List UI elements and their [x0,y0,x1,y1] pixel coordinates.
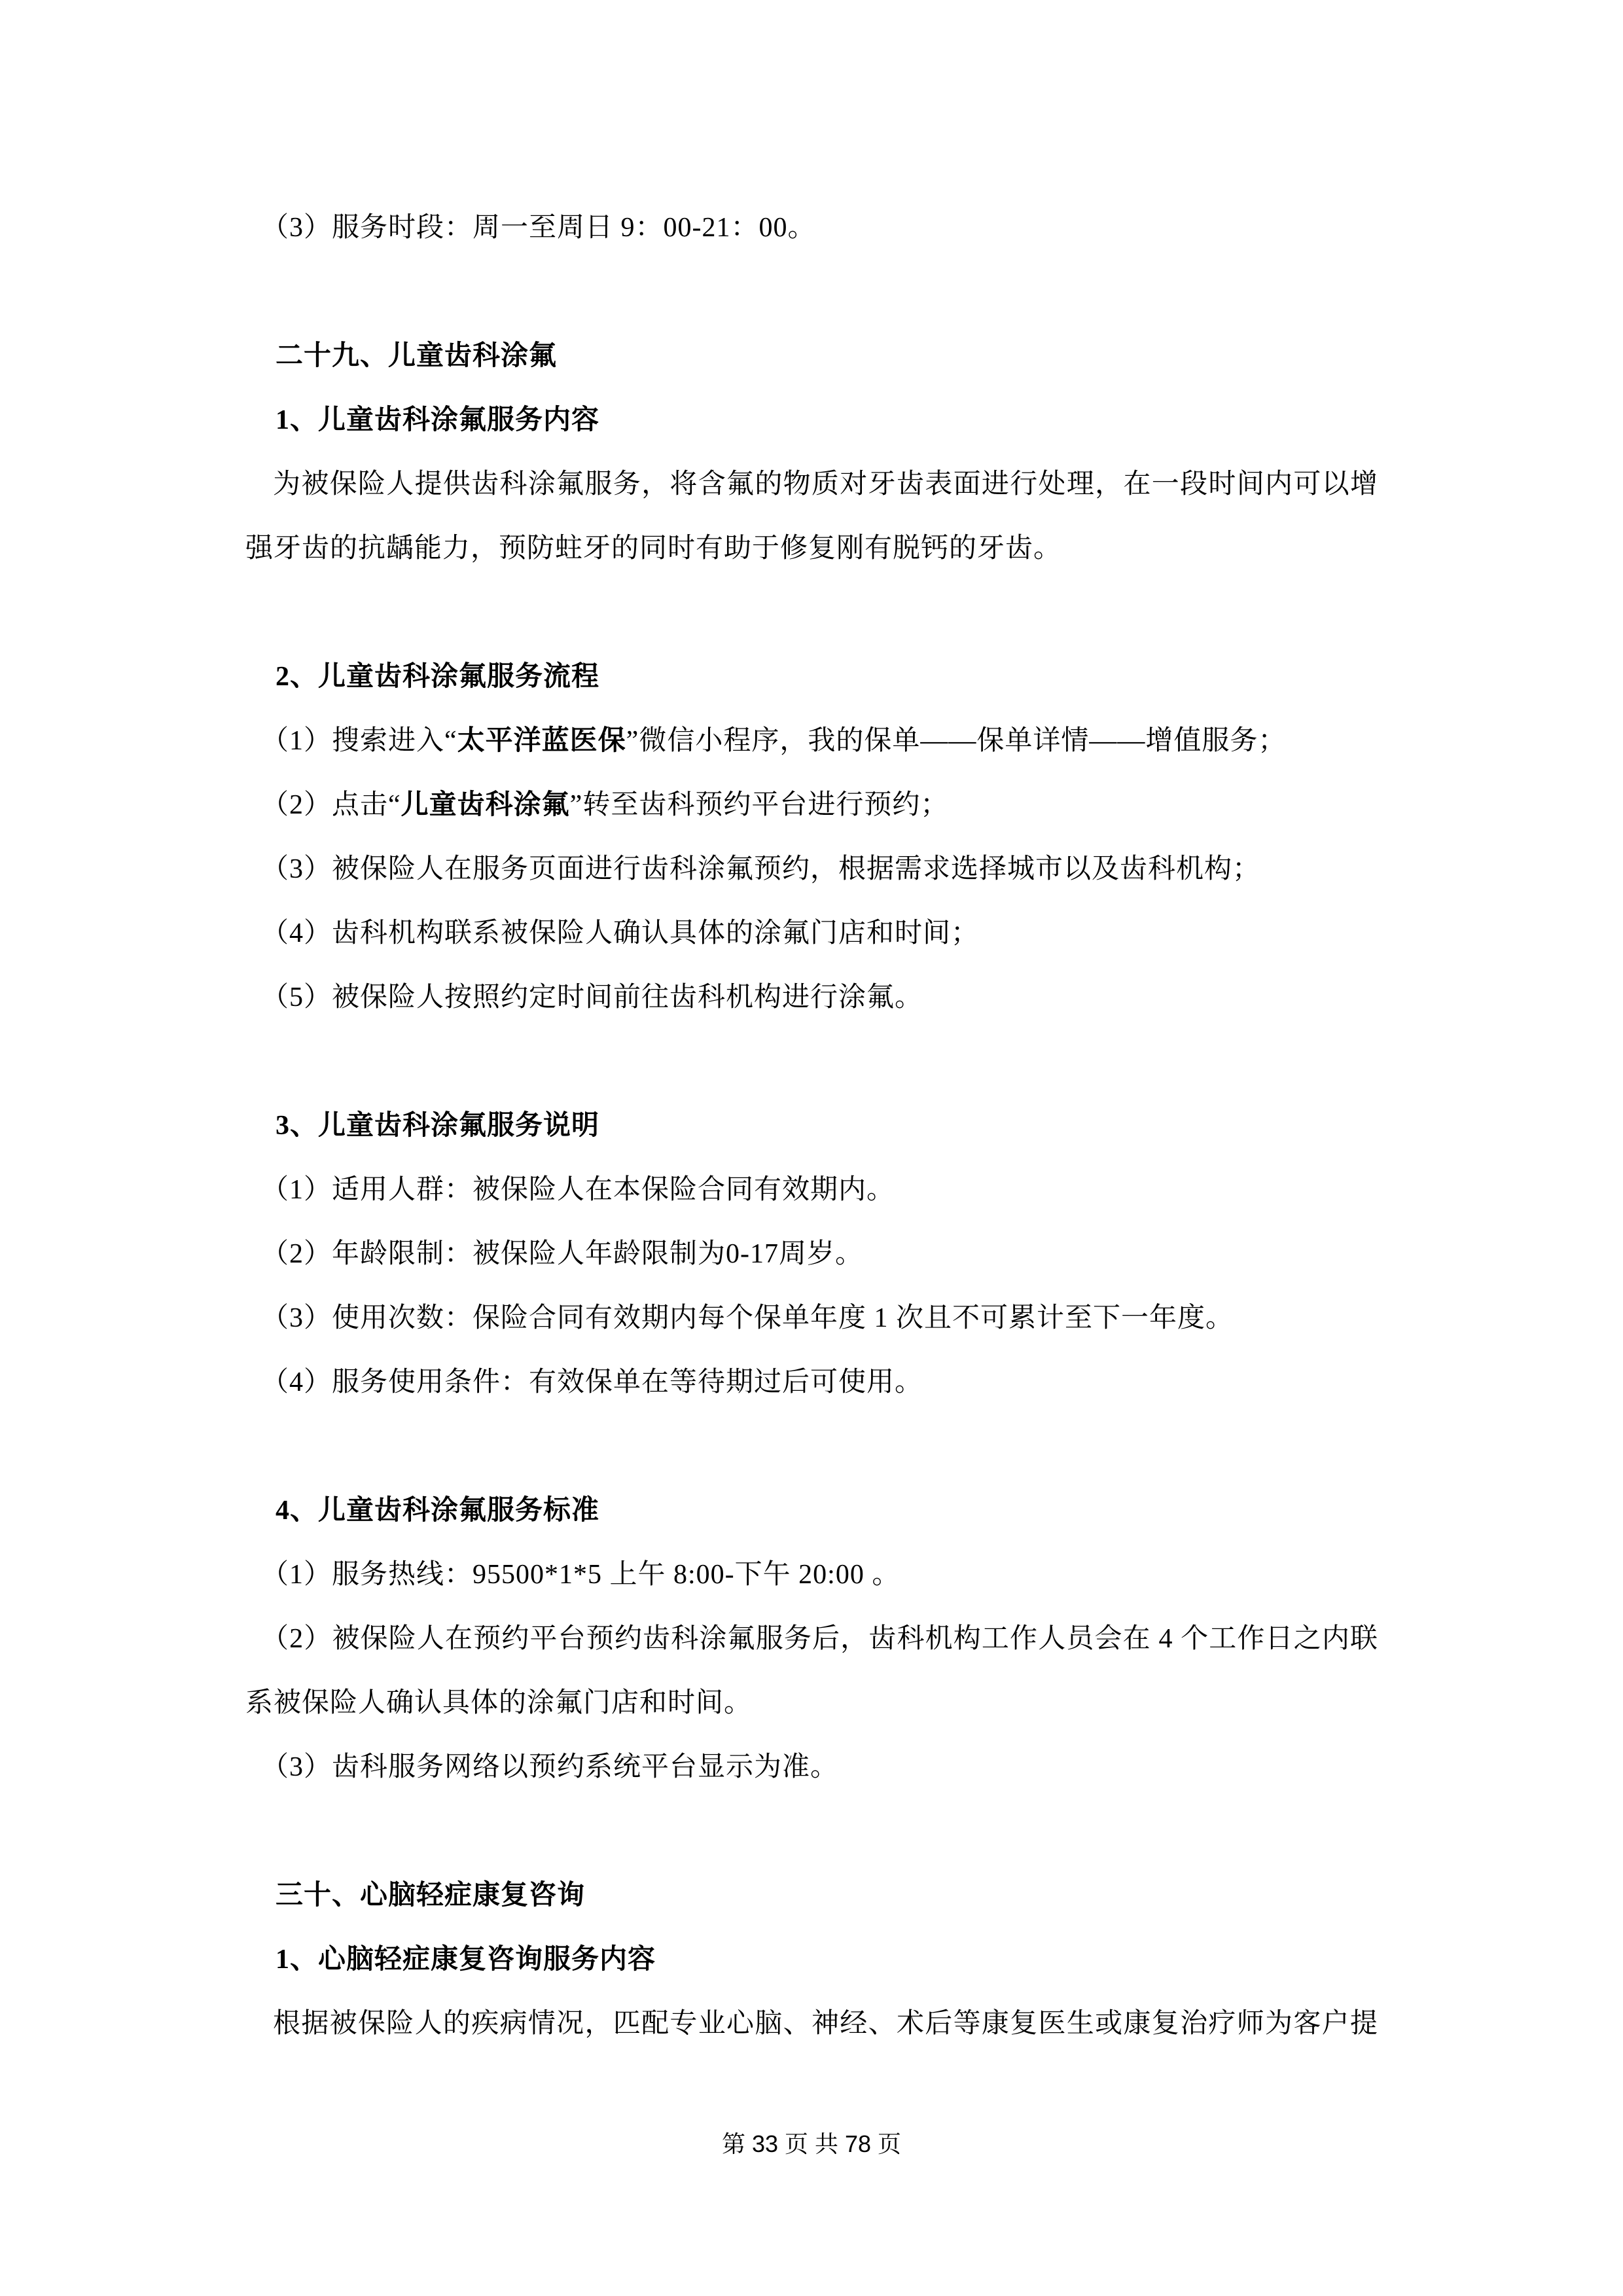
section-heading [245,1928,1378,1992]
list-item [245,1735,1378,1799]
text-segment: （2）年龄限制：被保险人年龄限制为0-17周岁。 [261,1239,863,1269]
section-heading [245,324,1378,388]
bold-text: 1、儿童齿科涂氟服务内容 [276,405,600,435]
list-item [245,773,1378,837]
text-segment: 系被保险人确认具体的涂氟门店和时间。 [245,1688,753,1718]
bold-text: 太平洋蓝医保 [457,726,626,756]
bold-text: 1、心脑轻症康复咨询服务内容 [276,1945,656,1975]
section-heading [245,1479,1378,1543]
list-item [245,1543,1378,1607]
text-segment: （1）适用人群：被保险人在本保险合同有效期内。 [261,1175,895,1205]
bold-text: 儿童齿科涂氟 [401,790,570,820]
paragraph-first-line [245,452,1378,516]
paragraph-first-line [245,1992,1378,2056]
text-segment: （2）点击“ [261,790,401,820]
text-segment: （4）齿科机构联系被保险人确认具体的涂氟门店和时间； [261,918,980,948]
page-footer [0,2128,1623,2160]
text-segment: （1）搜索进入“ [261,726,457,756]
list-item [245,901,1378,965]
paragraph-continuation-line [245,1671,1378,1735]
section-heading [245,645,1378,709]
text-segment: （1）服务热线：95500*1*5 上午 8:00-下午 20:00 。 [261,1560,901,1590]
bold-text: 三十、心脑轻症康复咨询 [276,1880,586,1910]
list-item [245,196,1378,260]
text-segment: 根据被保险人的疾病情况，匹配专业心脑、神经、术后等康复医生或康复治疗师为客户提 [273,2009,1378,2039]
bold-text: 4、儿童齿科涂氟服务标准 [276,1496,600,1526]
list-item [245,1222,1378,1286]
bold-text: 3、儿童齿科涂氟服务说明 [276,1111,600,1141]
text-segment: （2）被保险人在预约平台预约齿科涂氟服务后，齿科机构工作人员会在 4 个工作日之内联 [261,1624,1378,1654]
text-segment: （3）服务时段：周一至周日 9：00-21：00。 [261,213,816,243]
text-segment: 强牙齿的抗龋能力，预防蛀牙的同时有助于修复刚有脱钙的牙齿。 [245,533,1062,564]
list-item [245,837,1378,901]
bold-text: 二十九、儿童齿科涂氟 [276,341,558,371]
page-number: 第 33 页 共 78 页 [721,2130,902,2157]
section-heading [245,1094,1378,1158]
text-segment: （3）齿科服务网络以预约系统平台显示为准。 [261,1752,839,1782]
text-segment: （3）使用次数：保险合同有效期内每个保单年度 1 次且不可累计至下一年度。 [261,1303,1234,1333]
section-heading [245,1863,1378,1928]
list-item [245,1158,1378,1222]
list-item [245,1607,1378,1671]
paragraph-continuation-line [245,516,1378,581]
text-segment: （5）被保险人按照约定时间前往齿科机构进行涂氟。 [261,982,923,1013]
list-item [245,1286,1378,1350]
list-item [245,1350,1378,1414]
text-segment: ”转至齿科预约平台进行预约； [569,790,949,820]
list-item [245,709,1378,773]
document-body [245,196,1378,2056]
text-segment: （3）被保险人在服务页面进行齿科涂氟预约，根据需求选择城市以及齿科机构； [261,854,1261,884]
text-segment: 为被保险人提供齿科涂氟服务，将含氟的物质对牙齿表面进行处理，在一段时间内可以增 [273,469,1378,499]
text-segment: （4）服务使用条件：有效保单在等待期过后可使用。 [261,1367,923,1397]
section-heading [245,388,1378,452]
bold-text: 2、儿童齿科涂氟服务流程 [276,662,600,692]
text-segment: ”微信小程序，我的保单——保单详情——增值服务； [626,726,1287,756]
list-item [245,965,1378,1030]
